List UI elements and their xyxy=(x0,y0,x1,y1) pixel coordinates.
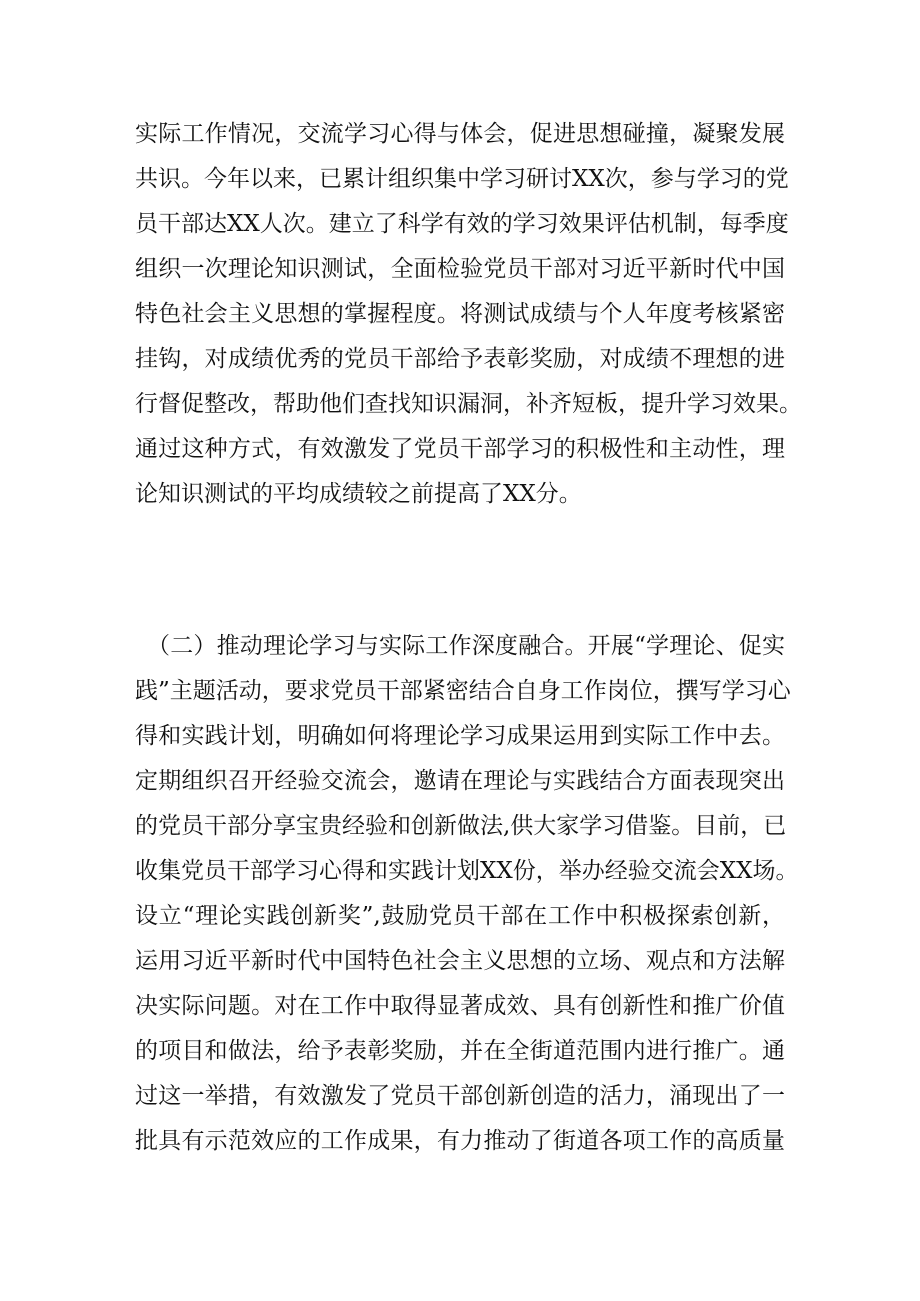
text-line: 收集党员干部学习心得和实践计划XX份，举办经验交流会XX场。 xyxy=(135,858,799,884)
text-line: 共识。今年以来，已累计组织集中学习研讨XX次，参与学习的党 xyxy=(135,166,789,192)
text-line: 过这一举措，有效激发了党员干部创新创造的活力，涌现出了一 xyxy=(135,1083,785,1109)
text-line: 决实际问题。对在工作中取得显著成效、具有创新性和推广价值 xyxy=(135,993,785,1019)
text-line: 的项目和做法，给予表彰奖励，并在全街道范围内进行推广。通 xyxy=(135,1038,785,1064)
text-line: 批具有示范效应的工作成果，有力推动了街道各项工作的高质量 xyxy=(135,1128,785,1154)
text-line: 员干部达XX人次。建立了科学有效的学习效果评估机制，每季度 xyxy=(135,211,789,237)
text-line: 组织一次理论知识测试，全面检验党员干部对习近平新时代中国 xyxy=(135,256,785,282)
text-line: 特色社会主义思想的掌握程度。将测试成绩与个人年度考核紧密 xyxy=(135,301,785,327)
paragraph-study-evaluation xyxy=(135,112,802,517)
text-line: 定期组织召开经验交流会，邀请在理论与实践结合方面表现突出 xyxy=(135,768,785,794)
paragraph-theory-practice xyxy=(135,624,799,1164)
section-heading-line: （二）推动理论学习与实际工作深度融合。开展“学理论、促实 xyxy=(147,633,785,659)
text-line: 挂钩，对成绩优秀的党员干部给予表彰奖励，对成绩不理想的进 xyxy=(135,346,785,372)
text-line: 得和实践计划，明确如何将理论学习成果运用到实际工作中去。 xyxy=(135,723,785,749)
text-line: 行督促整改，帮助他们查找知识漏洞，补齐短板，提升学习效果。 xyxy=(135,391,802,417)
text-line: 运用习近平新时代中国特色社会主义思想的立场、观点和方法解 xyxy=(135,948,785,974)
text-line: 设立“理论实践创新奖”,鼓励党员干部在工作中积极探索创新， xyxy=(135,903,785,929)
text-line: 通过这种方式，有效激发了党员干部学习的积极性和主动性，理 xyxy=(135,436,785,462)
text-line: 实际工作情况，交流学习心得与体会，促进思想碰撞，凝聚发展 xyxy=(135,121,785,147)
text-line: 论知识测试的平均成绩较之前提高了XX分。 xyxy=(135,481,582,507)
text-line: 的党员干部分享宝贵经验和创新做法,供大家学习借鉴。目前，已 xyxy=(135,813,787,839)
text-line: 践”主题活动，要求党员干部紧密结合自身工作岗位，撰写学习心 xyxy=(135,678,791,704)
